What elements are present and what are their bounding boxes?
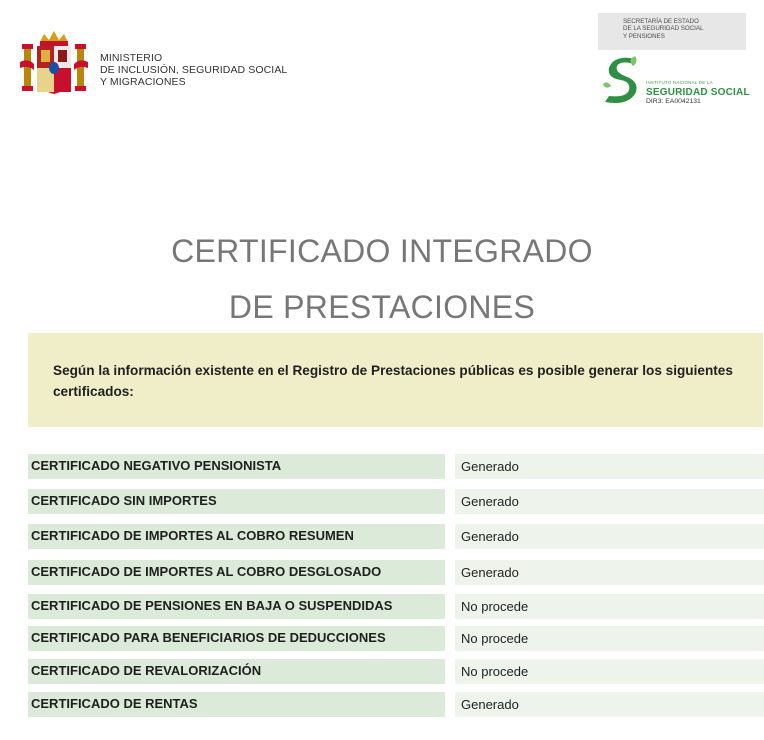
certificate-row (28, 626, 764, 651)
certificate-status: No procede (455, 594, 764, 619)
page-title (0, 223, 764, 335)
ministry-name (100, 52, 287, 88)
certificate-status: No procede (455, 659, 764, 684)
info-box (28, 333, 763, 427)
certificate-name: CERTIFICADO DE IMPORTES AL COBRO DESGLOSADO (28, 560, 445, 585)
certificate-row (28, 524, 764, 549)
certificate-row (28, 692, 764, 717)
info-text: Según la información existente en el Registro de Prestaciones públicas es posible generar los siguientes certificados: (53, 363, 733, 399)
secretaria-text (623, 18, 703, 40)
certificate-row (28, 489, 764, 514)
ministry-line: DE INCLUSIÓN, SEGURIDAD SOCIAL (100, 64, 288, 76)
secretaria-line: Y PENSIONES (623, 32, 665, 40)
certificate-status: Generado (455, 560, 764, 585)
certificate-status: Generado (455, 454, 764, 479)
title-line: DE PRESTACIONES (228, 289, 536, 325)
institute-name: SEGURIDAD SOCIAL (646, 87, 750, 98)
ministry-line: MINISTERIO (100, 52, 163, 64)
certificate-name: CERTIFICADO NEGATIVO PENSIONISTA (28, 454, 445, 479)
seguridad-social-logo (601, 54, 641, 104)
secretaria-box (598, 13, 746, 50)
certificate-status: Generado (455, 489, 764, 514)
certificate-row (28, 560, 764, 585)
certificate-name: CERTIFICADO DE REVALORIZACIÓN (28, 659, 445, 684)
certificate-row (28, 594, 764, 619)
institute-label: INSTITUTO NACIONAL DE LA (646, 80, 713, 85)
certificate-status: Generado (455, 524, 764, 549)
coat-of-arms-logo (18, 28, 90, 98)
dir3-code: DIR3: EA0042131 (646, 98, 701, 105)
certificate-row (28, 659, 764, 684)
ministry-line: Y MIGRACIONES (100, 76, 186, 88)
certificate-name: CERTIFICADO PARA BENEFICIARIOS DE DEDUCCIONES (28, 626, 445, 651)
certificate-name: CERTIFICADO SIN IMPORTES (28, 489, 445, 514)
certificate-name: CERTIFICADO DE IMPORTES AL COBRO RESUMEN (28, 524, 445, 549)
certificate-name: CERTIFICADO DE RENTAS (28, 692, 445, 717)
certificate-row (28, 454, 764, 479)
certificate-status: No procede (455, 626, 764, 651)
certificate-status: Generado (455, 692, 764, 717)
certificate-name: CERTIFICADO DE PENSIONES EN BAJA O SUSPENDIDAS (28, 594, 445, 619)
secretaria-line: DE LA SEGURIDAD SOCIAL (623, 25, 704, 33)
secretaria-line: SECRETARÍA DE ESTADO (623, 18, 699, 25)
title-line: CERTIFICADO INTEGRADO (171, 233, 593, 269)
